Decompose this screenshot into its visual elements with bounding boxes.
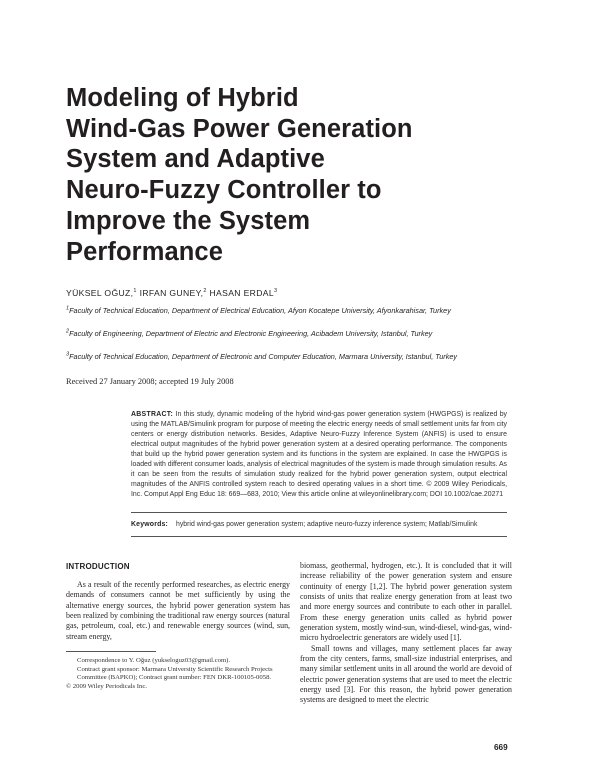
abstract-citation: © 2009 Wiley Periodicals, Inc. Comput Appl Eng Educ 18: 669—683, 2010; View this article online at wileyonlinelibrary.com; DOI 10.1002/cae.20271 [131,481,507,498]
abstract-divider [131,512,507,513]
affil-marker: 1 [66,305,70,312]
title-line: Performance [66,237,224,266]
section-heading: INTRODUCTION [66,562,130,571]
body-paragraph: biomass, geothermal, hydrogen, etc.). It is concluded that it will increase reliability of the power generation system and ensure continuity of energy [1,2]. The hybrid power generation system consists of units that realize energy generation from at least two and more energy sources and contribute to each other in parallel. From these energy generation units called as hybrid power generation system, mostly wind-sun, wind-diesel, wind-gas, wind-micro hydroelectric generators are widely used [1]. [300,561,512,643]
abstract-text: In this study, dynamic modeling of the hybrid wind-gas power generation system (HWGPGS) is realized by using the MATLAB/Simulink program for purpose of meeting the electric energy needs of small settlement units far from city centers or energy distribution networks. Besides, Adaptive Neuro-Fuzzy Inference System (ANFIS) is used to ensure electrical output magnitudes of the hybrid power generation system at a desired operating performance. The components that build up the hybrid power generation system and its functions in the system are explained. In case the HWGPGS is loaded with different consumer loads, analysis of electrical magnitudes of the system is made through simulation results. As it can be seen from the results of simulation study realized for the hybrid power generation system, output electrical magnitudes of the ANFIS controlled system reach to desired operating values in a short time. [131,411,507,488]
abstract-label: ABSTRACT: [131,411,174,418]
affil-marker: 2 [66,328,70,335]
footnote-correspondence: Correspondence to Y. Oğuz (yukseloguz03@gmail.com). [77,657,231,664]
page-number: 669 [494,743,508,752]
keywords-divider [131,536,507,537]
title-line: System and Adaptive [66,145,325,174]
affiliation [66,329,546,338]
footnote [66,657,290,692]
title-line: Modeling of Hybrid [66,84,299,112]
body-paragraph: Small towns and villages, many settlement places far away from the city centers, farms, small-size industrial enterprises, and many similar settlement units in all around the world are devoid of electric power generation systems that are used to meet the electric energy used [3]. For this reason, the hybrid power generation systems are designed to meet the electric [300,643,512,705]
author-name: IRFAN GUNEY, [139,288,204,298]
title-line: Wind-Gas Power Generation [66,114,413,143]
abstract [131,410,507,500]
affil-marker: 3 [66,351,70,358]
author-affil-marker: 1 [133,288,137,295]
title-line: Neuro-Fuzzy Controller to [66,176,382,205]
affiliation [66,352,546,361]
affil-text: Faculty of Technical Education, Department of Electronic and Computer Education, Marmara University, Istanbul, Turkey [69,352,458,361]
author-name: YÜKSEL OĞUZ, [66,288,134,298]
keywords [131,521,511,528]
title-line: Improve the System [66,206,311,235]
received-dates: Received 27 January 2008; accepted 19 July 2008 [66,377,234,386]
article-title [66,83,546,267]
right-column [300,561,512,706]
footnote-copyright: © 2009 Wiley Periodicals Inc. [66,683,148,691]
author-name: HASAN ERDAL [209,288,274,298]
affil-text: Faculty of Engineering, Department of Electric and Electronic Engineering, Acibadem University, Istanbul, Turkey [69,329,433,338]
left-column [66,580,290,642]
footnote-sponsor: Contract grant sponsor: Marmara University Scientific Research Projects Committee (BAPKO); Contract grant number: FEN DKR-100105-0058. [77,665,273,682]
keywords-text: hybrid wind-gas power generation system; adaptive neuro-fuzzy inference system; Matlab/Simulink [176,521,478,528]
body-paragraph: As a result of the recently performed researches, as electric energy demands of consumers cannot be met sufficiently by using the alternative energy sources, the hybrid power generation system has been realized by combining the traditional raw energy sources (natural gas, petroleum, coal, etc.) and renewable energy sources (wind, sun, stream energy, [66,580,290,641]
author-list [66,288,277,298]
author-affil-marker: 2 [203,288,207,295]
author-affil-marker: 3 [274,288,278,295]
keywords-label: Keywords: [131,521,169,528]
affiliation [66,306,546,315]
footnote-divider [66,651,156,652]
affil-text: Faculty of Technical Education, Department of Electrical Education, Afyon Kocatepe University, Afyonkarahisar, Turkey [69,306,451,315]
